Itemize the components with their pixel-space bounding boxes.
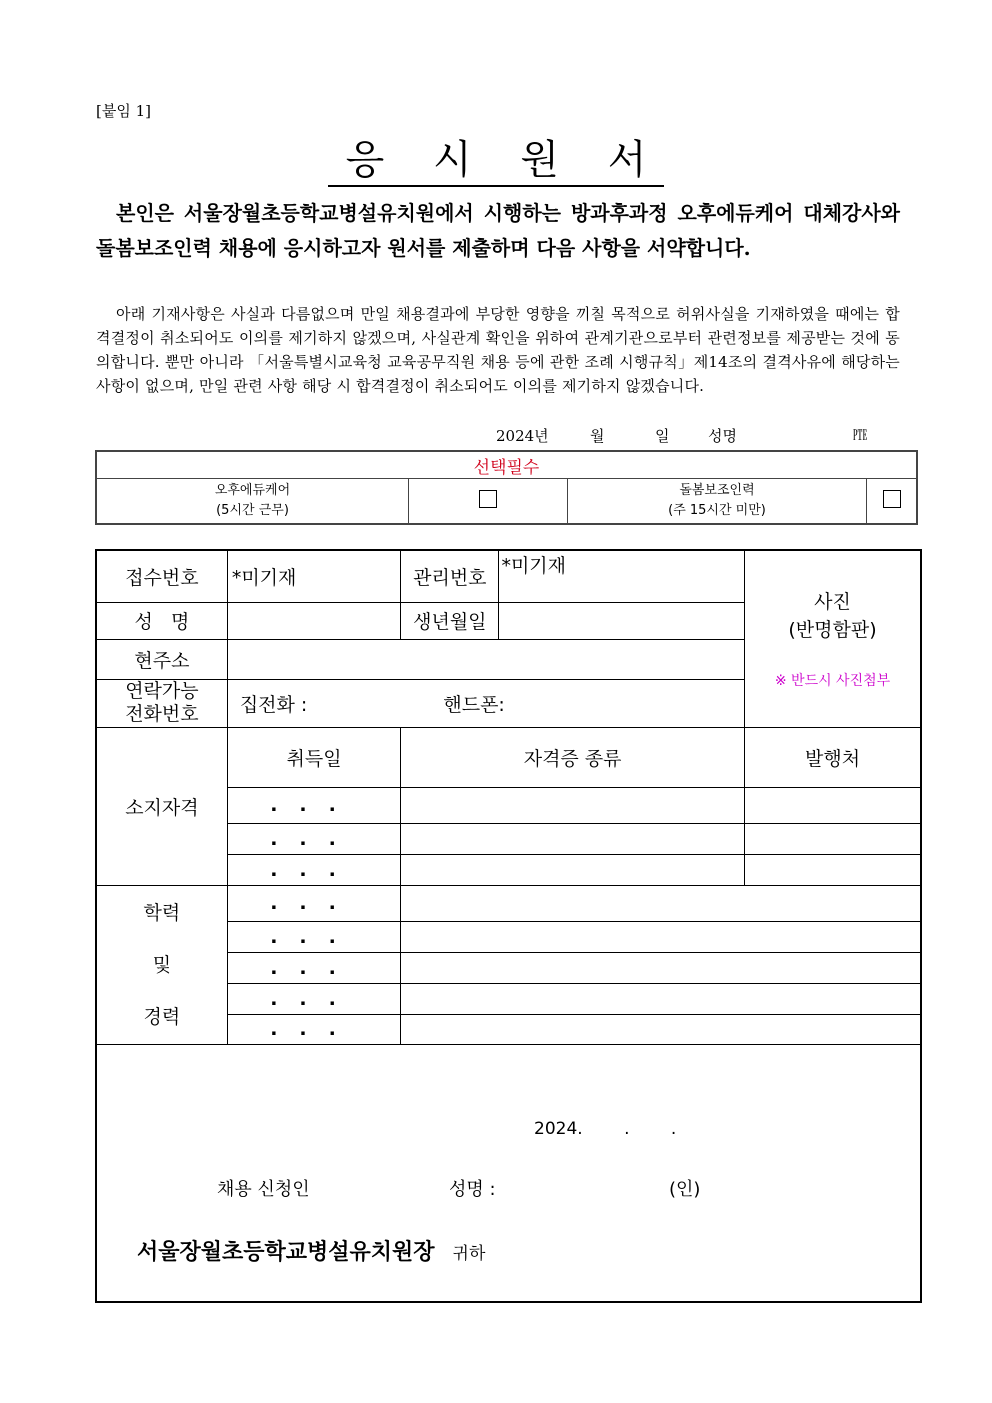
address-label: 현주소	[96, 639, 227, 679]
career-date-field[interactable]: ...	[227, 885, 400, 921]
cert-header-type: 자격증 종류	[401, 727, 745, 787]
contact-label: 연락가능 전화번호	[96, 679, 227, 727]
receipt-no-value: *미기재	[227, 550, 400, 602]
birth-label: 생년월일	[401, 602, 499, 639]
career-detail-field[interactable]	[401, 952, 921, 983]
cert-type-field[interactable]	[401, 787, 745, 823]
address-field[interactable]	[227, 639, 744, 679]
receipt-no-label: 접수번호	[96, 550, 227, 602]
page-title: 응 시 원 서	[0, 128, 992, 185]
career-detail-field[interactable]	[401, 1014, 921, 1044]
attachment-label: [붙임 1]	[96, 102, 151, 120]
name-field[interactable]	[227, 602, 400, 639]
cert-type-field[interactable]	[401, 823, 745, 854]
pledge-text: 본인은 서울장월초등학교병설유치원에서 시행하는 방과후과정 오후에듀케어 대체강사와 돌봄보조인력 채용에 응시하고자 원서를 제출하며 다음 사항을 서약합니다.	[96, 201, 900, 260]
cert-issuer-field[interactable]	[745, 787, 921, 823]
applicant-seal: (인)	[669, 1179, 701, 1200]
career-detail-field[interactable]	[401, 921, 921, 952]
cert-issuer-field[interactable]	[745, 854, 921, 885]
cert-header-date: 취득일	[227, 727, 400, 787]
career-date-field[interactable]: ...	[227, 983, 400, 1014]
career-date-field[interactable]: ...	[227, 1014, 400, 1044]
cert-header-issuer: 발행처	[745, 727, 921, 787]
signature-section	[97, 1047, 920, 1305]
applicant-name-label: 성명 :	[449, 1179, 496, 1200]
manage-no-value: *미기재	[499, 550, 745, 602]
option-educare-cell	[409, 479, 568, 525]
option-care-assistant-label: 돌봄보조인력 (주 15시간 미만)	[568, 479, 867, 525]
certificate-label: 소지자격	[96, 727, 227, 885]
applicant-label: 채용 신청인	[217, 1179, 310, 1200]
career-detail-field[interactable]	[401, 983, 921, 1014]
cert-type-field[interactable]	[401, 854, 745, 885]
cert-date-field[interactable]: ...	[227, 854, 400, 885]
option-care-assistant-cell	[867, 479, 918, 525]
photo-subtitle: (반명함판)	[788, 618, 877, 641]
career-date-field[interactable]: ...	[227, 921, 400, 952]
choice-table	[95, 450, 918, 525]
photo-box[interactable]	[745, 550, 921, 727]
career-date-field[interactable]: ...	[227, 952, 400, 983]
education-career-label: 학력 및 경력	[96, 885, 227, 1044]
date-name-label: 성명	[708, 427, 737, 445]
seal-mark: ㉐	[853, 428, 867, 444]
option-care-assistant-checkbox[interactable]	[883, 490, 901, 508]
required-choice-label: 선택필수	[96, 451, 917, 479]
option-educare-label: 오후에듀케어 (5시간 근무)	[96, 479, 409, 525]
home-phone-label: 집전화 :	[239, 693, 308, 716]
cert-date-field[interactable]: ...	[227, 823, 400, 854]
date-year: 2024년	[496, 427, 549, 445]
cert-issuer-field[interactable]	[745, 823, 921, 854]
footer-date: 2024. . .	[534, 1119, 677, 1139]
cert-date-field[interactable]: ...	[227, 787, 400, 823]
option-educare-checkbox[interactable]	[479, 490, 497, 508]
contact-field[interactable]	[227, 679, 744, 727]
name-label: 성 명	[96, 602, 227, 639]
date-day: 일	[655, 427, 670, 445]
birth-field[interactable]	[499, 602, 745, 639]
mobile-label: 핸드폰:	[443, 693, 505, 716]
consent-text: 아래 기재사항은 사실과 다름없으며 만일 채용결과에 부당한 영향을 끼칠 목적으로 허위사실을 기재하였을 때에는 합격결정이 취소되어도 이의를 제기하지 않겠으며, 사실관계 확인을 위하여 관계기관으로부터 관련정보를 제공받는 것에 동의합니다. 뿐만 아니라 「서울특별시교육청 교육공무직원 채용 등에 관한 조례 시행규칙」제14조의 결격사유에 해당하는 사항이 없으며, 만일 관련 사항 해당 시 합격결정이 취소되어도 이의를 제기하지 않겠습니다.	[96, 305, 900, 395]
career-detail-field[interactable]	[401, 885, 921, 921]
date-month: 월	[590, 427, 605, 445]
manage-no-label: 관리번호	[401, 550, 499, 602]
addressee: 서울장월초등학교병설유치원장 귀하	[137, 1240, 486, 1265]
photo-note: ※ 반드시 사진첨부	[774, 672, 891, 689]
photo-title: 사진	[814, 590, 851, 613]
